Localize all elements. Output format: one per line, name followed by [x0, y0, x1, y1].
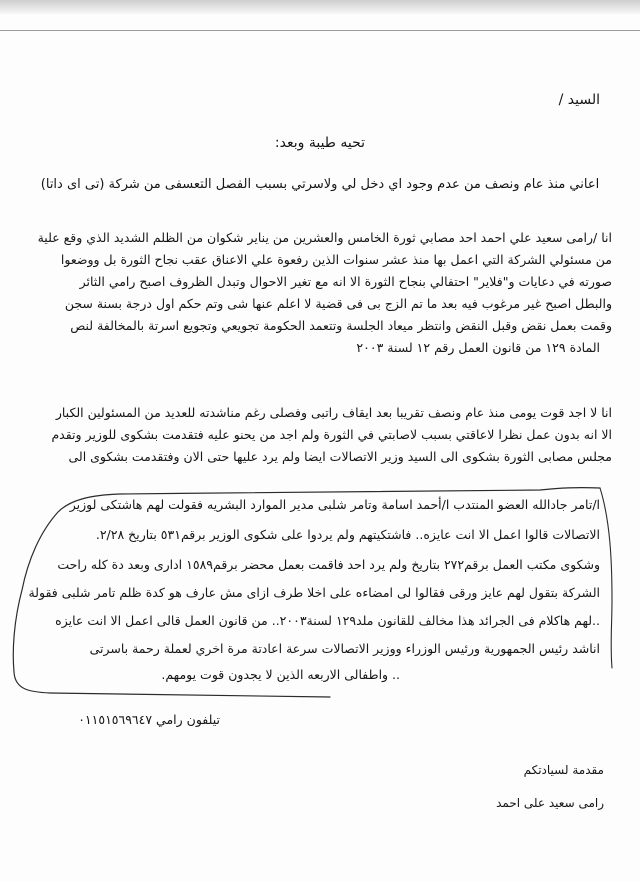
- paragraph3-line: ا/تامر جادالله العضو المنتدب ا/أحمد اسامة وتامر شلبى مدير الموارد البشريه فقولت لهم هاشتكى لوزير: [69, 497, 600, 512]
- paragraph3-line: الاتصالات قالوا اعمل الا انت عايزه.. فاشتكيتهم ولم يردوا على شكوى الوزير برقم٥٣١ بتاريخ ٢/٢٨.: [95, 527, 600, 542]
- paragraph1-line: من مسئولي الشركة التي اعمل بها منذ عشر سنوات الذين رفعوة علي الاعناق عقب نجاح الثورة بل ووضعوا: [60, 252, 612, 267]
- paragraph1-line: المادة ١٢٩ من قانون العمل رقم ١٢ لسنة ٢٠٠٣: [356, 340, 600, 355]
- complaint-line: اعاني منذ عام ونصف من عدم وجود اي دخل لي ولاسرتي بسبب الفصل التعسفى من شركة (تى اى داتا): [40, 177, 600, 192]
- paragraph1-line: وقمت بعمل نقض وقبل النقض وانتظر ميعاد الجلسة وتتعمد الحكومة تجويعي وتجويع اسرتة بالمخالفة لنص: [70, 318, 612, 333]
- paragraph3-line: اناشد رئيس الجمهورية ورئيس الوزراء ووزير الاتصالات سرعة اعادتة مرة اخري لعملة رحمة باسرتى: [89, 641, 600, 656]
- paragraph3-line: ..لهم هاكلام فى الجرائد هذا مخالف للقانون ملد١٢٩ لسنة٢٠٠٣.. من قانون العمل قالى اعمل الا انت عايزه: [55, 613, 600, 628]
- paragraph1-line: والبطل اصبح غير مرغوب فيه بعد ما تم الزج بى فى قضية لا اعلم عنها شى وتم حكم اول درجة بسنة سجن: [64, 296, 612, 311]
- signature-name: رامى سعيد على احمد: [496, 796, 604, 810]
- salutation: السيد /: [558, 92, 600, 108]
- paragraph2-line: الا انه بدون عمل نظرا لاعاقتي بسبب لاصابتي في الثورة ولم اجد من يحنو عليه فتقدمت بشكوى للوزير وتقدم: [51, 427, 612, 442]
- scan-top-edge: [0, 0, 640, 14]
- paragraph3-line: الشركة بتقول لهم عايز ورقى فقالوا لى امضاءه على اخلا طرف ازاى مش عارف هو كدة ظلم تامر شلبى فقولة: [28, 585, 600, 600]
- paragraph3-line: .. واطفالى الاربعه الذين لا يجدون قوت يومهم.: [161, 667, 400, 682]
- paragraph2-line: انا لا اجد قوت يومى منذ عام ونصف تقريبا بعد ايقاف راتبى وفصلى رغم مناشدته للعديد من المسئولين الكبار: [55, 405, 612, 420]
- paragraph2-line: مجلس مصابى الثورة بشكوى الى السيد وزير الاتصالات ايضا ولم يرد عليها حتى الان وفتقدمت بشكوى الى: [68, 449, 612, 464]
- phone-number: تيلفون رامي ٠١١٥١٥٦٩٦٤٧: [78, 712, 220, 727]
- closing-phrase: مقدمة لسيادتكم: [523, 763, 604, 777]
- paragraph1-line: انا /رامى سعيد علي احمد احد مصابي ثورة الخامس والعشرين من يناير شكوان من الظلم الشديد الذي وقع علية: [37, 230, 612, 245]
- paragraph3-line: وشكوى مكتب العمل برقم٢٧٢ بتاريخ ولم يرد احد فاقمت بعمل محضر برقم١٥٨٩ ادارى وبعد دة كله راحت: [57, 557, 600, 572]
- paragraph1-line: صورته في دعايات و"فلاير" احتفالي بنجاح الثورة الا انه مع تغير الاحوال وتبدل الظروف اصبح رامي الثائر: [79, 274, 612, 289]
- greeting: تحيه طيبة وبعد:: [274, 135, 366, 151]
- scan-line: [0, 30, 640, 31]
